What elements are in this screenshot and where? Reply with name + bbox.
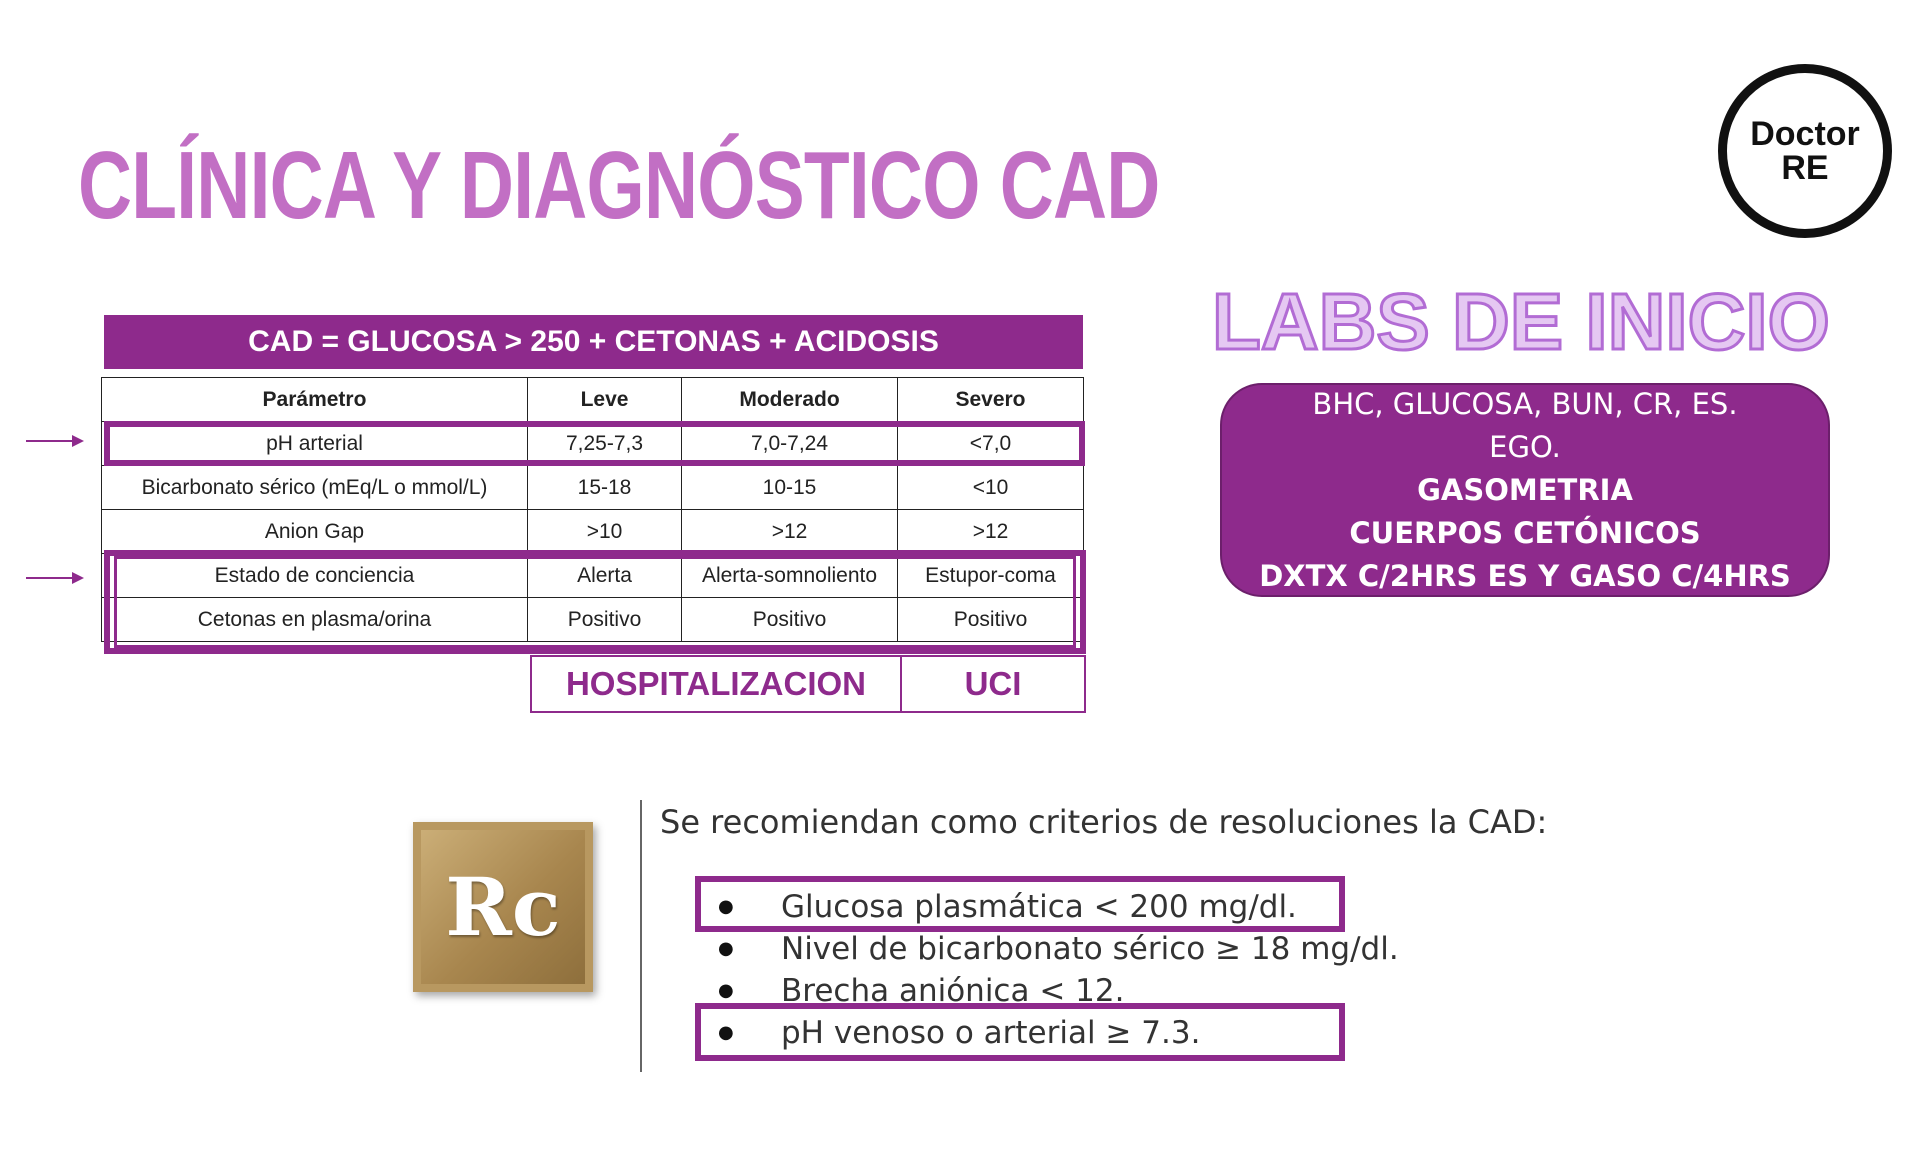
table-cell: Bicarbonato sérico (mEq/L o mmol/L) <box>102 466 528 510</box>
table-cell: 15-18 <box>528 466 682 510</box>
labs-line: BHC, GLUCOSA, BUN, CR, ES. <box>1312 386 1738 421</box>
table-cell: Positivo <box>528 598 682 642</box>
rc-badge-text: Rc <box>445 860 561 954</box>
table-cell: Positivo <box>682 598 898 642</box>
logo-line-1: Doctor <box>1750 115 1860 153</box>
list-item: ● Glucosa plasmática < 200 mg/dl. <box>718 886 1399 928</box>
header-parametro: Parámetro <box>102 378 528 422</box>
arrow-conciencia-row <box>26 577 82 579</box>
table-cell: Alerta <box>528 554 682 598</box>
rc-badge <box>413 822 593 992</box>
table-cell: >12 <box>682 510 898 554</box>
table-row <box>102 466 1084 510</box>
list-item: ● Nivel de bicarbonato sérico ≥ 18 mg/dl. <box>718 928 1399 970</box>
header-severo: Severo <box>898 378 1084 422</box>
doctor-re-logo <box>1718 64 1892 238</box>
list-item: ● pH venoso o arterial ≥ 7.3. <box>718 1012 1399 1054</box>
table-cell: 7,0-7,24 <box>682 422 898 466</box>
ph-venoso-highlight <box>695 1003 1345 1061</box>
logo-line-2: RE <box>1781 149 1829 187</box>
table-cell: >12 <box>898 510 1084 554</box>
cad-formula-banner: CAD = GLUCOSA > 250 + CETONAS + ACIDOSIS <box>104 315 1083 369</box>
table-row <box>102 510 1084 554</box>
page-title: CLÍNICA Y DIAGNÓSTICO CAD <box>78 132 1160 239</box>
hospitalizacion-label: HOSPITALIZACION <box>530 655 902 713</box>
labs-box <box>1220 383 1830 597</box>
table-cell: Positivo <box>898 598 1084 642</box>
list-item: ● Brecha aniónica < 12. <box>718 970 1399 1012</box>
glucosa-highlight <box>695 876 1345 932</box>
table-cell: <7,0 <box>898 422 1084 466</box>
arrow-ph-row <box>26 440 82 442</box>
table-cell: Estupor-coma <box>898 554 1084 598</box>
header-moderado: Moderado <box>682 378 898 422</box>
table-cell: Cetonas en plasma/orina <box>102 598 528 642</box>
labs-line: EGO. <box>1489 429 1561 464</box>
table-cell: 10-15 <box>682 466 898 510</box>
labs-line: DXTX C/2HRS ES Y GASO C/4HRS <box>1259 558 1791 593</box>
ph-row-highlight <box>104 421 1085 466</box>
labs-line: GASOMETRIA <box>1417 472 1633 507</box>
conciencia-cetonas-inner-highlight <box>114 556 1076 648</box>
uci-label: UCI <box>900 655 1086 713</box>
labs-line: CUERPOS CETÓNICOS <box>1349 515 1701 550</box>
table-cell: Alerta-somnoliento <box>682 554 898 598</box>
divider-line <box>640 800 642 1072</box>
criteria-title: Se recomiendan como criterios de resoluciones la CAD: <box>660 803 1548 841</box>
table-header-row <box>102 378 1084 422</box>
labs-title: LABS DE INICIO <box>1212 277 1830 366</box>
header-leve: Leve <box>528 378 682 422</box>
table-cell: >10 <box>528 510 682 554</box>
table-cell: Anion Gap <box>102 510 528 554</box>
table-cell: Estado de conciencia <box>102 554 528 598</box>
table-cell: <10 <box>898 466 1084 510</box>
table-cell: 7,25-7,3 <box>528 422 682 466</box>
table-cell: pH arterial <box>102 422 528 466</box>
